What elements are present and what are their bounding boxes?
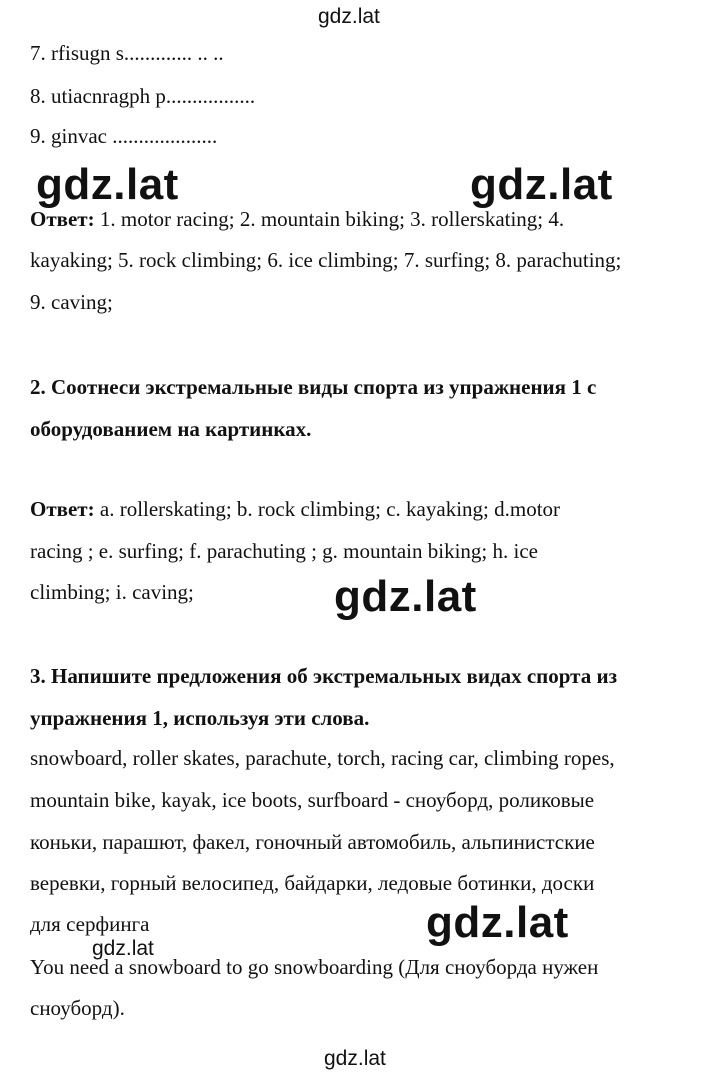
footer-watermark: gdz.lat [324,1047,386,1070]
watermark: gdz.lat [470,160,613,209]
answer-label: Ответ: [30,207,95,231]
watermark: gdz.lat [426,898,569,947]
ex1-answer-line: kayaking; 5. rock climbing; 6. ice climbing; 7. surfing; 8. parachuting; [30,248,622,272]
ex2-answer-line [30,496,560,522]
ex3-body-line: веревки, горный велосипед, байдарки, ледовые ботинки, доски [30,871,595,895]
exercise-3-title: упражнения 1, используя эти слова. [30,706,370,730]
ex2-answer-line: racing ; e. surfing; f. parachuting ; g. mountain biking; h. ice [30,539,538,563]
ex3-body-line: для серфинга [30,912,150,936]
ex3-body-line: snowboard, roller skates, parachute, torch, racing car, climbing ropes, [30,746,615,770]
exercise-3-title: 3. Напишите предложения об экстремальных видах спорта из [30,664,618,688]
answer-text: 1. motor racing; 2. mountain biking; 3. rollerskating; 4. [94,207,565,231]
list-item: 9. ginvac .................... [30,124,218,148]
exercise-2-title: оборудованием на картинках. [30,417,312,441]
list-item: 7. rfisugn s............. .. .. [30,41,224,65]
watermark: gdz.lat [334,572,477,621]
watermark-small: gdz.lat [92,937,154,960]
ex3-body-line: коньки, парашют, факел, гоночный автомобиль, альпинистские [30,830,595,854]
answer-label: Ответ: [30,497,95,521]
ex1-answer-line: 9. caving; [30,290,113,314]
ex3-body-line: You need a snowboard to go snowboarding (Для сноуборда нужен [30,955,599,979]
ex2-answer-line: climbing; i. caving; [30,580,194,604]
exercise-2-title: 2. Соотнеси экстремальные виды спорта из упражнения 1 с [30,375,597,399]
watermark: gdz.lat [36,160,179,209]
header-watermark: gdz.lat [318,5,380,28]
ex3-body-line: сноуборд). [30,996,125,1020]
ex3-body-line: mountain bike, kayak, ice boots, surfboard - сноуборд, роликовые [30,788,595,812]
list-item: 8. utiacnragph p................. [30,84,256,108]
answer-text: a. rollerskating; b. rock climbing; c. kayaking; d.motor [94,497,561,521]
